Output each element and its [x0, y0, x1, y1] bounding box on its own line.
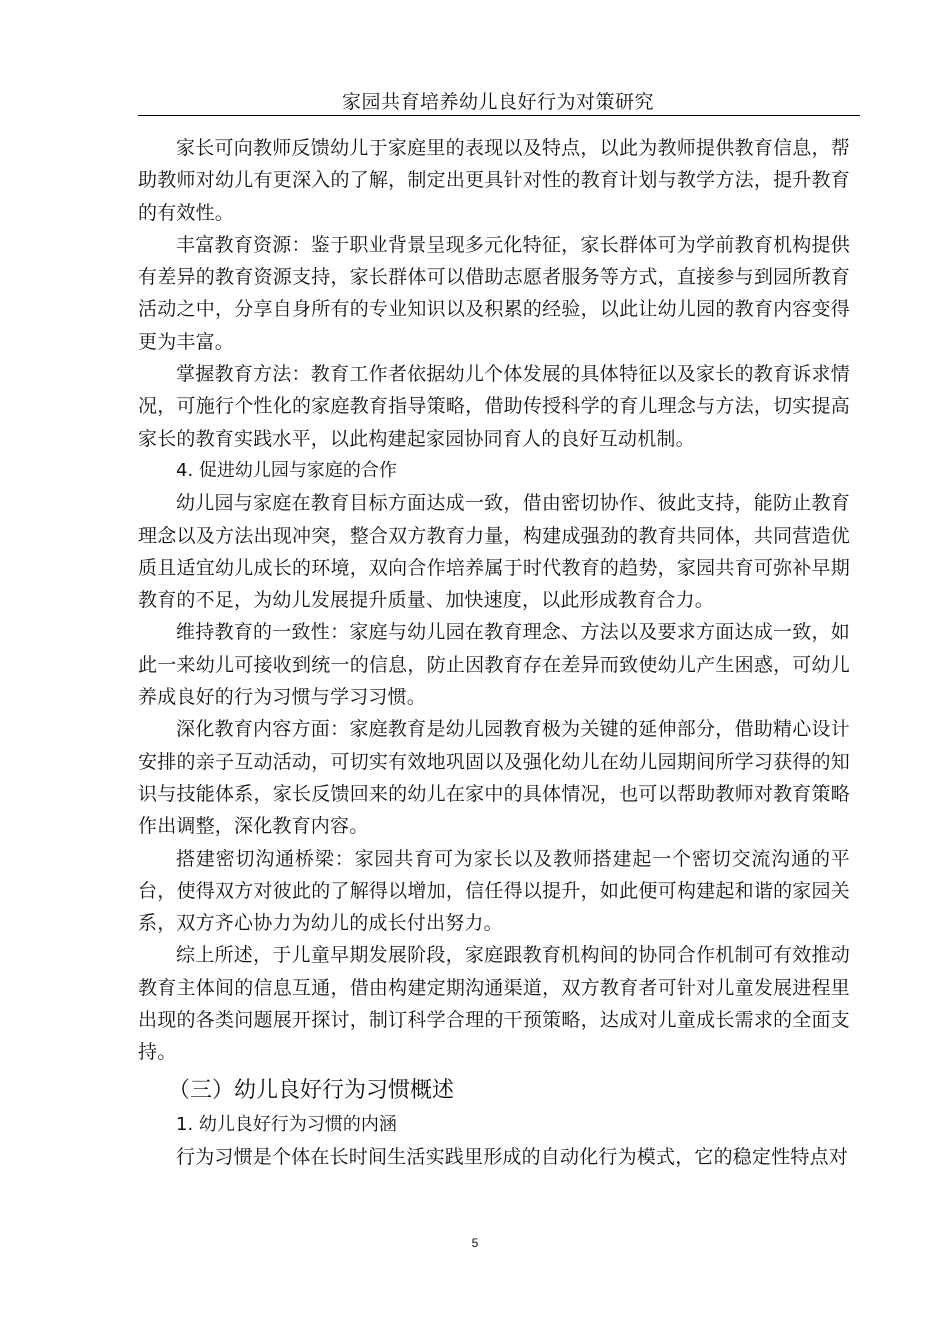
paragraph: 搭建密切沟通桥梁：家园共育可为家长以及教师搭建起一个密切交流沟通的平台，使得双方对彼此的了解得以增加，信任得以提升，如此便可构建起和谐的家园关系，双方齐心协力为幼儿的成长付出努力。 [138, 847, 850, 935]
paragraph: 综上所述，于儿童早期发展阶段，家庭跟教育机构间的协同合作机制可有效推动教育主体间的信息互通，借由构建定期沟通渠道，双方教育者可针对儿童发展进程里出现的各类问题展开探讨，制订科学合理的干预策略，达成对儿童成长需求的全面支持。 [138, 944, 850, 1064]
paragraph: 家长可向教师反馈幼儿于家庭里的表现以及特点，以此为教师提供教育信息，帮助教师对幼儿有更深入的了解，制定出更具针对性的教育计划与教学方法，提升教育的有效性。 [138, 137, 850, 224]
subsection-heading: 1. 幼儿良好行为习惯的内涵 [176, 1113, 397, 1135]
paragraph: 行为习惯是个体在长时间生活实践里形成的自动化行为模式，它的稳定性特点对 [176, 1145, 849, 1168]
paragraph: 掌握教育方法：教育工作者依据幼儿个体发展的具体特征以及家长的教育诉求情况，可施行个性化的家庭教育指导策略，借助传授科学的育儿理念与方法，切实提高家长的教育实践水平，以此构建起家园协同育人的良好互动机制。 [138, 363, 850, 450]
subsection-heading: 4. 促进幼儿园与家庭的合作 [176, 459, 397, 481]
page-number: 5 [471, 1236, 479, 1250]
header-divider [138, 115, 860, 116]
running-header: 家园共育培养幼儿良好行为对策研究 [341, 91, 654, 113]
page-body [138, 132, 850, 1173]
paragraph: 维持教育的一致性：家庭与幼儿园在教育理念、方法以及要求方面达成一致，如此一来幼儿可接收到统一的信息，防止因教育存在差异而致使幼儿产生困惑，可幼儿养成良好的行为习惯与学习习惯。 [138, 621, 850, 709]
paragraph: 丰富教育资源：鉴于职业背景呈现多元化特征，家长群体可为学前教育机构提供有差异的教育资源支持，家长群体可以借助志愿者服务等方式，直接参与到园所教育活动之中，分享自身所有的专业知识以及积累的经验，以此让幼儿园的教育内容变得更为丰富。 [138, 233, 850, 353]
paragraph: 深化教育内容方面：家庭教育是幼儿园教育极为关键的延伸部分，借助精心设计安排的亲子互动活动，可切实有效地巩固以及强化幼儿在幼儿园期间所学习获得的知识与技能体系，家长反馈回来的幼儿在家中的具体情况，也可以帮助教师对教育策略作出调整，深化教育内容。 [138, 718, 850, 838]
section-heading: （三）幼儿良好行为习惯概述 [168, 1077, 455, 1103]
paragraph: 幼儿园与家庭在教育目标方面达成一致，借由密切协作、彼此支持，能防止教育理念以及方法出现冲突，整合双方教育力量，构建成强劲的教育共同体，共同营造优质且适宜幼儿成长的环境，双向合作培养属于时代教育的趋势，家园共育可弥补早期教育的不足，为幼儿发展提升质量、加快速度，以此形成教育合力。 [138, 492, 850, 612]
